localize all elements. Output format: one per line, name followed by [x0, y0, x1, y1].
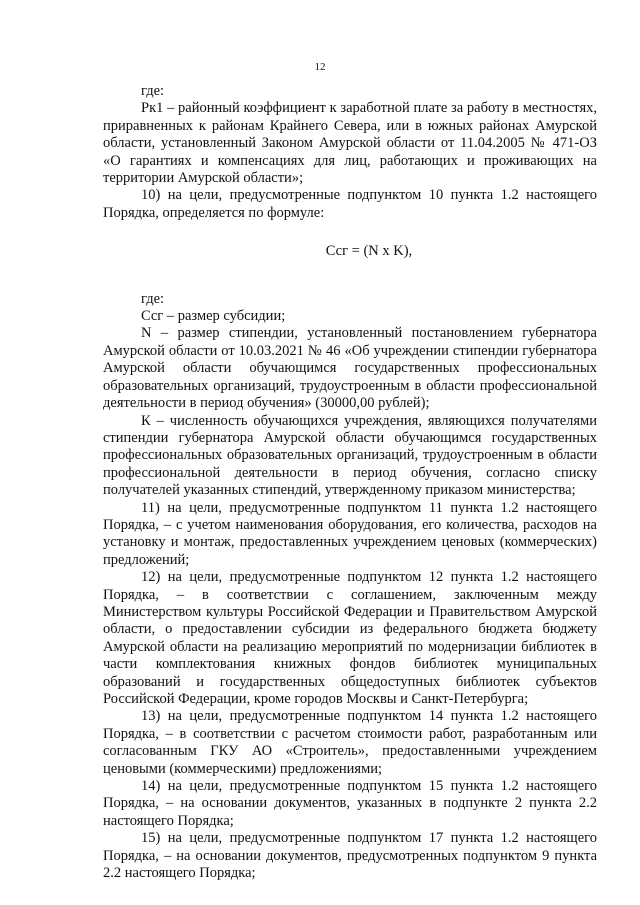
- paragraph-item-13: 13) на цели, предусмотренные подпунктом 14 пункта 1.2 настоящего Порядка, – в соответствии с расчетом стоимости работ, разработанным или согласованным ГКУ АО «Строитель», предоставленными учреждением ценовыми (коммерческими) предложениями;: [103, 708, 597, 777]
- formula-ssg: Ссг = (N x K),: [325, 243, 413, 260]
- paragraph-item-10: 10) на цели, предусмотренные подпунктом 10 пункта 1.2 настоящего Порядка, определяется по формуле:: [103, 187, 597, 221]
- paragraph-item-11: 11) на цели, предусмотренные подпунктом 11 пункта 1.2 настоящего Порядка, – с учетом наименования оборудования, его количества, расходов на установку и монтаж, предоставленных учреждением ценовых (коммерческих) предложений;: [103, 499, 597, 568]
- paragraph-item-15: 15) на цели, предусмотренные подпунктом 17 пункта 1.2 настоящего Порядка, – на основании документов, предусмотренных подпунктом 9 пункта 2.2 настоящего Порядка;: [103, 830, 597, 882]
- where-label: где:: [141, 83, 165, 99]
- page-number: 12: [314, 61, 326, 73]
- document-body: [103, 83, 597, 882]
- paragraph-k-definition: К – численность обучающихся учреждения, являющихся получателями стипендии губернатора Амурской области обучающимся государственных профессиональных образовательных организаций, трудоустроенным в области профессиональной деятельности в период обучения, согласно списку получателей указанных стипендий, утвержденному приказом министерства;: [103, 412, 597, 499]
- paragraph-item-12: 12) на цели, предусмотренные подпунктом 12 пункта 1.2 настоящего Порядка, – в соответствии с соглашением, заключенным между Министерством культуры Российской Федерации и Правительством Амурской области, о предоставлении субсидии из федерального бюджета бюджету Амурской области на реализацию мероприятий по модернизации библиотек в части комплектования книжных фондов библиотек муниципальных образований и государственных общедоступных библиотек субъектов Российской Федерации, кроме городов Москвы и Санкт-Петербурга;: [103, 569, 597, 707]
- paragraph-n-definition: N – размер стипендии, установленный постановлением губернатора Амурской области от 10.03.2021 № 46 «Об учреждении стипендии губернатора Амурской области обучающимся государственных профессиональных образовательных организаций, трудоустроенным в области профессиональной деятельности в период обучения» (30000,00 рублей);: [103, 325, 597, 412]
- where-label-2: где:: [141, 290, 165, 307]
- paragraph-rk1-definition: Рк1 – районный коэффициент к заработной плате за работу в местностях, приравненных к районам Крайнего Севера, или в южных районах Амурской области, установленный Законом Амурской области от 11.04.2005 № 471-ОЗ «О гарантиях и компенсациях для лиц, работающих и проживающих на территории Амурской области»;: [103, 100, 597, 187]
- paragraph-ssg-definition: Ссг – размер субсидии;: [141, 308, 286, 325]
- paragraph-item-14: 14) на цели, предусмотренные подпунктом 15 пункта 1.2 настоящего Порядка, – на основании документов, указанных в подпункте 2 пункта 2.2 настоящего Порядка;: [103, 778, 597, 829]
